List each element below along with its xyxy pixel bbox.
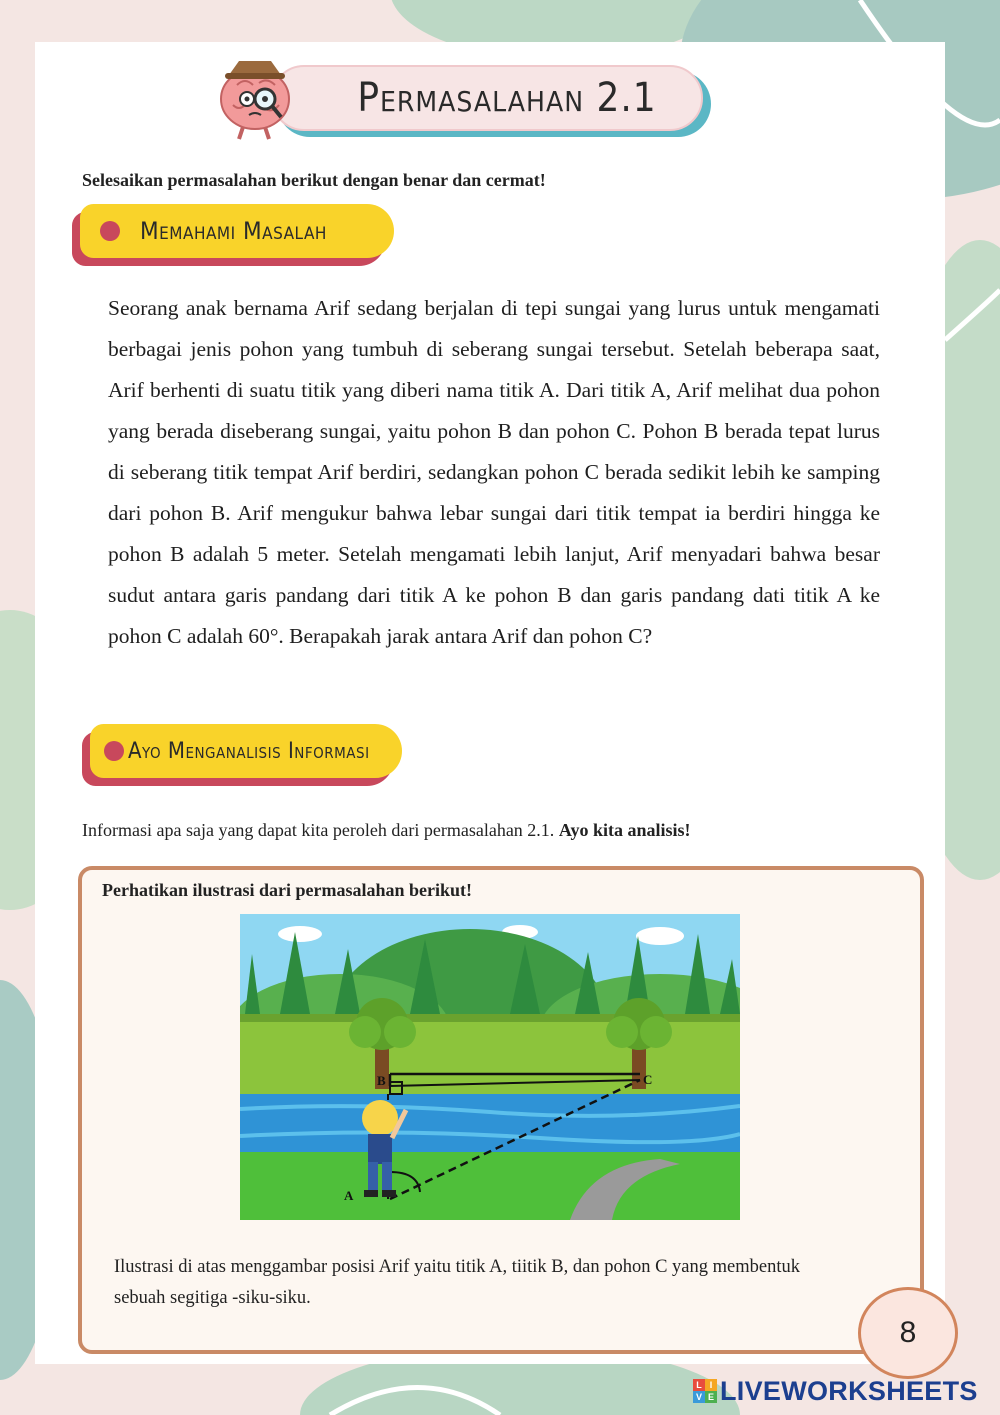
footer-brand: LIVEWORKSHEETS [720, 1375, 978, 1406]
info-line [82, 820, 691, 841]
label-b: B [377, 1073, 386, 1088]
liveworksheets-icon: L I V E [693, 1379, 717, 1403]
river-illustration [240, 914, 740, 1220]
illustration-caption: Ilustrasi di atas menggambar posisi Arif yaitu titik A, tiitik B, dan pohon C yang membentuk sebuah segitiga -siku-siku. [114, 1257, 800, 1308]
info-bold-text: Ayo kita analisis! [558, 820, 691, 840]
page-title: Permasalahan 2.1 [357, 75, 657, 121]
title-pill [271, 65, 703, 131]
info-text: Informasi apa saja yang dapat kita peroleh dari permasalahan 2.1. [82, 820, 559, 840]
problem-paragraph: Seorang anak bernama Arif sedang berjalan di tepi sungai yang lurus untuk mengamati berbagai jenis pohon yang tumbuh di seberang sungai tersebut. Setelah beberapa saat, Arif berhenti di suatu titik yang diberi nama titik A. Dari titik A, Arif melihat dua pohon yang berada diseberang sungai, yaitu pohon B dan pohon C. Pohon B berada tepat lurus di seberang titik tempat Arif berdiri, sedangkan pohon C berada sedikit lebih ke samping dari pohon B. Arif mengukur bahwa lebar sungai dari titik tempat ia berdiri hingga ke pohon B adalah 5 meter. Setelah mengamati lebih lanjut, Arif menyadari bahwa besar sudut antara garis pandang dari titik A ke pohon B dan garis pandang dati titik A ke pohon C adalah 60°. Berapakah jarak antara Arif dan pohon C? [108, 296, 880, 648]
brain-detective-icon [215, 55, 295, 141]
liveworksheets-logo[interactable] [693, 1374, 978, 1408]
bullet-dot-icon [100, 221, 120, 241]
section-title: Ayo Menganalisis Informasi [128, 738, 370, 764]
box-title: Perhatikan ilustrasi dari permasalahan berikut! [102, 880, 473, 900]
title-banner [215, 55, 715, 145]
label-c: C [643, 1072, 653, 1087]
page-number: 8 [858, 1287, 958, 1379]
section-header-analisis [82, 724, 402, 786]
instruction-text: Selesaikan permasalahan berikut dengan benar dan cermat! [82, 170, 546, 190]
label-a: A [344, 1188, 354, 1203]
illustration-box [78, 866, 924, 1354]
bullet-dot-icon [104, 741, 124, 761]
section-title: Memahami Masalah [140, 217, 327, 245]
section-header-memahami [72, 204, 394, 266]
